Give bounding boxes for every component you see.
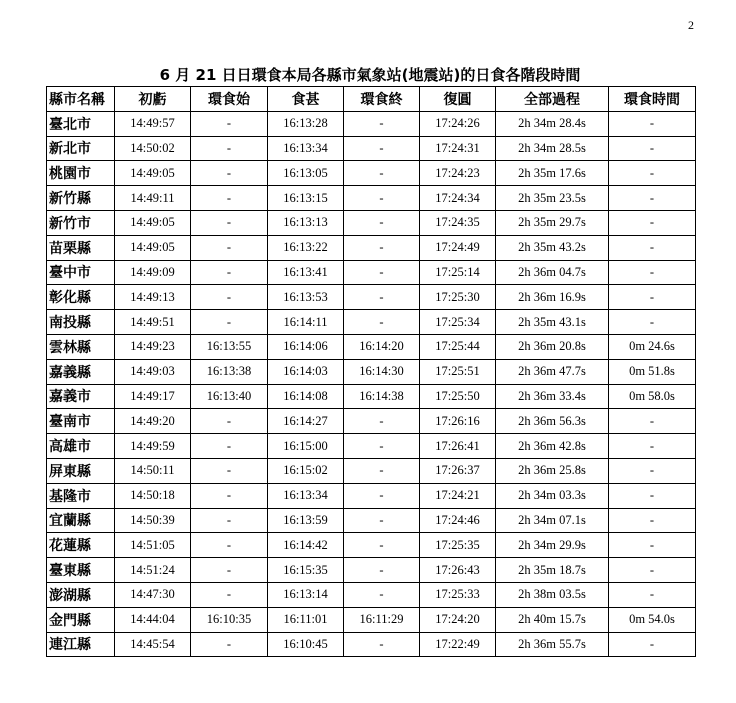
annular-duration-cell: - bbox=[609, 260, 696, 285]
table-row bbox=[47, 186, 696, 211]
annular-duration-cell: - bbox=[609, 111, 696, 136]
annular-end-cell: - bbox=[344, 458, 420, 483]
maximum-cell: 16:14:03 bbox=[268, 359, 344, 384]
table-row bbox=[47, 260, 696, 285]
total-duration-cell: 2h 34m 29.9s bbox=[496, 533, 609, 558]
table-row bbox=[47, 210, 696, 235]
first-contact-cell: 14:49:23 bbox=[115, 334, 191, 359]
county-cell: 臺中市 bbox=[47, 260, 115, 285]
annular-end-cell: - bbox=[344, 260, 420, 285]
table-body bbox=[47, 111, 696, 657]
total-duration-cell: 2h 36m 33.4s bbox=[496, 384, 609, 409]
total-duration-cell: 2h 34m 07.1s bbox=[496, 508, 609, 533]
annular-start-cell: - bbox=[191, 409, 268, 434]
annular-duration-cell: - bbox=[609, 483, 696, 508]
annular-end-cell: - bbox=[344, 235, 420, 260]
maximum-cell: 16:13:53 bbox=[268, 285, 344, 310]
first-contact-cell: 14:50:39 bbox=[115, 508, 191, 533]
county-cell: 苗栗縣 bbox=[47, 235, 115, 260]
maximum-cell: 16:13:15 bbox=[268, 186, 344, 211]
annular-start-cell: - bbox=[191, 483, 268, 508]
annular-duration-cell: - bbox=[609, 434, 696, 459]
last-contact-cell: 17:22:49 bbox=[420, 632, 496, 657]
county-cell: 新竹縣 bbox=[47, 186, 115, 211]
county-cell: 臺北市 bbox=[47, 111, 115, 136]
annular-start-cell: - bbox=[191, 632, 268, 657]
table-row bbox=[47, 111, 696, 136]
last-contact-cell: 17:26:16 bbox=[420, 409, 496, 434]
last-contact-cell: 17:25:50 bbox=[420, 384, 496, 409]
last-contact-cell: 17:25:30 bbox=[420, 285, 496, 310]
annular-duration-cell: - bbox=[609, 458, 696, 483]
last-contact-cell: 17:25:33 bbox=[420, 582, 496, 607]
county-cell: 桃園市 bbox=[47, 161, 115, 186]
annular-start-cell: - bbox=[191, 285, 268, 310]
first-contact-cell: 14:50:18 bbox=[115, 483, 191, 508]
annular-end-cell: 16:11:29 bbox=[344, 607, 420, 632]
maximum-cell: 16:14:11 bbox=[268, 310, 344, 335]
total-duration-cell: 2h 36m 20.8s bbox=[496, 334, 609, 359]
total-duration-cell: 2h 40m 15.7s bbox=[496, 607, 609, 632]
total-duration-cell: 2h 35m 17.6s bbox=[496, 161, 609, 186]
last-contact-cell: 17:24:34 bbox=[420, 186, 496, 211]
annular-end-cell: - bbox=[344, 285, 420, 310]
table-row bbox=[47, 558, 696, 583]
first-contact-cell: 14:49:05 bbox=[115, 210, 191, 235]
last-contact-cell: 17:24:23 bbox=[420, 161, 496, 186]
table-row bbox=[47, 285, 696, 310]
total-duration-cell: 2h 35m 43.2s bbox=[496, 235, 609, 260]
maximum-cell: 16:13:59 bbox=[268, 508, 344, 533]
last-contact-cell: 17:24:35 bbox=[420, 210, 496, 235]
annular-end-cell: - bbox=[344, 508, 420, 533]
maximum-cell: 16:13:34 bbox=[268, 483, 344, 508]
county-cell: 澎湖縣 bbox=[47, 582, 115, 607]
table-row bbox=[47, 359, 696, 384]
total-duration-cell: 2h 35m 23.5s bbox=[496, 186, 609, 211]
table-row bbox=[47, 334, 696, 359]
total-duration-cell: 2h 36m 47.7s bbox=[496, 359, 609, 384]
last-contact-cell: 17:24:49 bbox=[420, 235, 496, 260]
annular-duration-cell: - bbox=[609, 632, 696, 657]
table-row bbox=[47, 434, 696, 459]
table-title: 6 月 21 日日環食本局各縣市氣象站(地震站)的日食各階段時間 bbox=[159, 66, 581, 84]
annular-end-cell: 16:14:20 bbox=[344, 334, 420, 359]
maximum-cell: 16:13:41 bbox=[268, 260, 344, 285]
first-contact-cell: 14:49:59 bbox=[115, 434, 191, 459]
annular-start-cell: - bbox=[191, 458, 268, 483]
county-cell: 連江縣 bbox=[47, 632, 115, 657]
annular-start-cell: 16:13:38 bbox=[191, 359, 268, 384]
table-row bbox=[47, 582, 696, 607]
first-contact-cell: 14:47:30 bbox=[115, 582, 191, 607]
total-duration-cell: 2h 36m 04.7s bbox=[496, 260, 609, 285]
total-duration-cell: 2h 34m 28.4s bbox=[496, 111, 609, 136]
annular-duration-cell: - bbox=[609, 310, 696, 335]
first-contact-cell: 14:49:11 bbox=[115, 186, 191, 211]
annular-start-cell: 16:13:40 bbox=[191, 384, 268, 409]
total-duration-cell: 2h 38m 03.5s bbox=[496, 582, 609, 607]
maximum-cell: 16:10:45 bbox=[268, 632, 344, 657]
annular-duration-cell: 0m 24.6s bbox=[609, 334, 696, 359]
maximum-cell: 16:14:06 bbox=[268, 334, 344, 359]
annular-start-cell: - bbox=[191, 508, 268, 533]
column-header-annular-start: 環食始 bbox=[191, 87, 268, 112]
column-header-annular-duration: 環食時間 bbox=[609, 87, 696, 112]
county-cell: 屏東縣 bbox=[47, 458, 115, 483]
first-contact-cell: 14:49:09 bbox=[115, 260, 191, 285]
last-contact-cell: 17:25:51 bbox=[420, 359, 496, 384]
annular-end-cell: 16:14:30 bbox=[344, 359, 420, 384]
last-contact-cell: 17:26:43 bbox=[420, 558, 496, 583]
annular-duration-cell: 0m 54.0s bbox=[609, 607, 696, 632]
last-contact-cell: 17:24:20 bbox=[420, 607, 496, 632]
last-contact-cell: 17:24:46 bbox=[420, 508, 496, 533]
column-header-annular-end: 環食終 bbox=[344, 87, 420, 112]
annular-duration-cell: - bbox=[609, 285, 696, 310]
county-cell: 臺南市 bbox=[47, 409, 115, 434]
total-duration-cell: 2h 36m 42.8s bbox=[496, 434, 609, 459]
county-cell: 金門縣 bbox=[47, 607, 115, 632]
last-contact-cell: 17:25:35 bbox=[420, 533, 496, 558]
county-cell: 嘉義縣 bbox=[47, 359, 115, 384]
column-header-last-contact: 復圓 bbox=[420, 87, 496, 112]
total-duration-cell: 2h 36m 25.8s bbox=[496, 458, 609, 483]
page-number: 2 bbox=[688, 18, 694, 32]
annular-end-cell: - bbox=[344, 582, 420, 607]
annular-start-cell: 16:13:55 bbox=[191, 334, 268, 359]
last-contact-cell: 17:25:44 bbox=[420, 334, 496, 359]
annular-start-cell: - bbox=[191, 582, 268, 607]
maximum-cell: 16:14:08 bbox=[268, 384, 344, 409]
total-duration-cell: 2h 35m 18.7s bbox=[496, 558, 609, 583]
first-contact-cell: 14:49:51 bbox=[115, 310, 191, 335]
annular-duration-cell: 0m 51.8s bbox=[609, 359, 696, 384]
table-row bbox=[47, 607, 696, 632]
table-row bbox=[47, 508, 696, 533]
annular-duration-cell: - bbox=[609, 558, 696, 583]
annular-start-cell: - bbox=[191, 434, 268, 459]
table-row bbox=[47, 632, 696, 657]
county-cell: 嘉義市 bbox=[47, 384, 115, 409]
annular-end-cell: - bbox=[344, 434, 420, 459]
maximum-cell: 16:13:28 bbox=[268, 111, 344, 136]
table-row bbox=[47, 409, 696, 434]
first-contact-cell: 14:51:24 bbox=[115, 558, 191, 583]
last-contact-cell: 17:24:21 bbox=[420, 483, 496, 508]
last-contact-cell: 17:26:41 bbox=[420, 434, 496, 459]
column-header-first-contact: 初虧 bbox=[115, 87, 191, 112]
annular-start-cell: - bbox=[191, 533, 268, 558]
annular-start-cell: - bbox=[191, 558, 268, 583]
total-duration-cell: 2h 34m 28.5s bbox=[496, 136, 609, 161]
column-header-county: 縣市名稱 bbox=[47, 87, 115, 112]
annular-start-cell: - bbox=[191, 310, 268, 335]
maximum-cell: 16:13:13 bbox=[268, 210, 344, 235]
eclipse-times-table bbox=[46, 86, 696, 657]
table-row bbox=[47, 136, 696, 161]
annular-start-cell: - bbox=[191, 260, 268, 285]
table-row bbox=[47, 533, 696, 558]
first-contact-cell: 14:51:05 bbox=[115, 533, 191, 558]
first-contact-cell: 14:49:17 bbox=[115, 384, 191, 409]
annular-duration-cell: - bbox=[609, 582, 696, 607]
annular-duration-cell: 0m 58.0s bbox=[609, 384, 696, 409]
table-row bbox=[47, 161, 696, 186]
annular-duration-cell: - bbox=[609, 136, 696, 161]
annular-end-cell: - bbox=[344, 161, 420, 186]
county-cell: 基隆市 bbox=[47, 483, 115, 508]
annular-start-cell: - bbox=[191, 235, 268, 260]
last-contact-cell: 17:24:31 bbox=[420, 136, 496, 161]
column-header-maximum: 食甚 bbox=[268, 87, 344, 112]
first-contact-cell: 14:49:57 bbox=[115, 111, 191, 136]
annular-start-cell: - bbox=[191, 136, 268, 161]
first-contact-cell: 14:49:13 bbox=[115, 285, 191, 310]
annular-end-cell: - bbox=[344, 483, 420, 508]
maximum-cell: 16:15:00 bbox=[268, 434, 344, 459]
maximum-cell: 16:15:02 bbox=[268, 458, 344, 483]
maximum-cell: 16:11:01 bbox=[268, 607, 344, 632]
county-cell: 雲林縣 bbox=[47, 334, 115, 359]
first-contact-cell: 14:45:54 bbox=[115, 632, 191, 657]
annular-end-cell: - bbox=[344, 210, 420, 235]
maximum-cell: 16:14:42 bbox=[268, 533, 344, 558]
annular-end-cell: - bbox=[344, 310, 420, 335]
total-duration-cell: 2h 35m 29.7s bbox=[496, 210, 609, 235]
last-contact-cell: 17:26:37 bbox=[420, 458, 496, 483]
maximum-cell: 16:13:34 bbox=[268, 136, 344, 161]
annular-end-cell: 16:14:38 bbox=[344, 384, 420, 409]
county-cell: 新竹市 bbox=[47, 210, 115, 235]
annular-start-cell: - bbox=[191, 186, 268, 211]
header-row bbox=[47, 87, 696, 112]
table-row bbox=[47, 384, 696, 409]
annular-end-cell: - bbox=[344, 186, 420, 211]
annular-end-cell: - bbox=[344, 409, 420, 434]
total-duration-cell: 2h 36m 16.9s bbox=[496, 285, 609, 310]
last-contact-cell: 17:24:26 bbox=[420, 111, 496, 136]
county-cell: 宜蘭縣 bbox=[47, 508, 115, 533]
last-contact-cell: 17:25:34 bbox=[420, 310, 496, 335]
total-duration-cell: 2h 36m 56.3s bbox=[496, 409, 609, 434]
total-duration-cell: 2h 34m 03.3s bbox=[496, 483, 609, 508]
county-cell: 高雄市 bbox=[47, 434, 115, 459]
first-contact-cell: 14:44:04 bbox=[115, 607, 191, 632]
annular-start-cell: - bbox=[191, 210, 268, 235]
annular-start-cell: - bbox=[191, 161, 268, 186]
annular-start-cell: - bbox=[191, 111, 268, 136]
first-contact-cell: 14:49:05 bbox=[115, 235, 191, 260]
first-contact-cell: 14:49:05 bbox=[115, 161, 191, 186]
annular-duration-cell: - bbox=[609, 161, 696, 186]
table-row bbox=[47, 458, 696, 483]
total-duration-cell: 2h 36m 55.7s bbox=[496, 632, 609, 657]
county-cell: 南投縣 bbox=[47, 310, 115, 335]
county-cell: 臺東縣 bbox=[47, 558, 115, 583]
column-header-total-duration: 全部過程 bbox=[496, 87, 609, 112]
annular-duration-cell: - bbox=[609, 186, 696, 211]
maximum-cell: 16:15:35 bbox=[268, 558, 344, 583]
annular-duration-cell: - bbox=[609, 533, 696, 558]
annular-duration-cell: - bbox=[609, 508, 696, 533]
annular-end-cell: - bbox=[344, 558, 420, 583]
county-cell: 花蓮縣 bbox=[47, 533, 115, 558]
annular-duration-cell: - bbox=[609, 235, 696, 260]
total-duration-cell: 2h 35m 43.1s bbox=[496, 310, 609, 335]
first-contact-cell: 14:49:03 bbox=[115, 359, 191, 384]
maximum-cell: 16:13:22 bbox=[268, 235, 344, 260]
county-cell: 新北市 bbox=[47, 136, 115, 161]
table-row bbox=[47, 483, 696, 508]
first-contact-cell: 14:50:02 bbox=[115, 136, 191, 161]
maximum-cell: 16:13:05 bbox=[268, 161, 344, 186]
table-row bbox=[47, 235, 696, 260]
annular-end-cell: - bbox=[344, 632, 420, 657]
first-contact-cell: 14:49:20 bbox=[115, 409, 191, 434]
county-cell: 彰化縣 bbox=[47, 285, 115, 310]
last-contact-cell: 17:25:14 bbox=[420, 260, 496, 285]
maximum-cell: 16:13:14 bbox=[268, 582, 344, 607]
annular-end-cell: - bbox=[344, 136, 420, 161]
first-contact-cell: 14:50:11 bbox=[115, 458, 191, 483]
annular-duration-cell: - bbox=[609, 210, 696, 235]
maximum-cell: 16:14:27 bbox=[268, 409, 344, 434]
annular-start-cell: 16:10:35 bbox=[191, 607, 268, 632]
annular-end-cell: - bbox=[344, 111, 420, 136]
table-row bbox=[47, 310, 696, 335]
annular-duration-cell: - bbox=[609, 409, 696, 434]
annular-end-cell: - bbox=[344, 533, 420, 558]
